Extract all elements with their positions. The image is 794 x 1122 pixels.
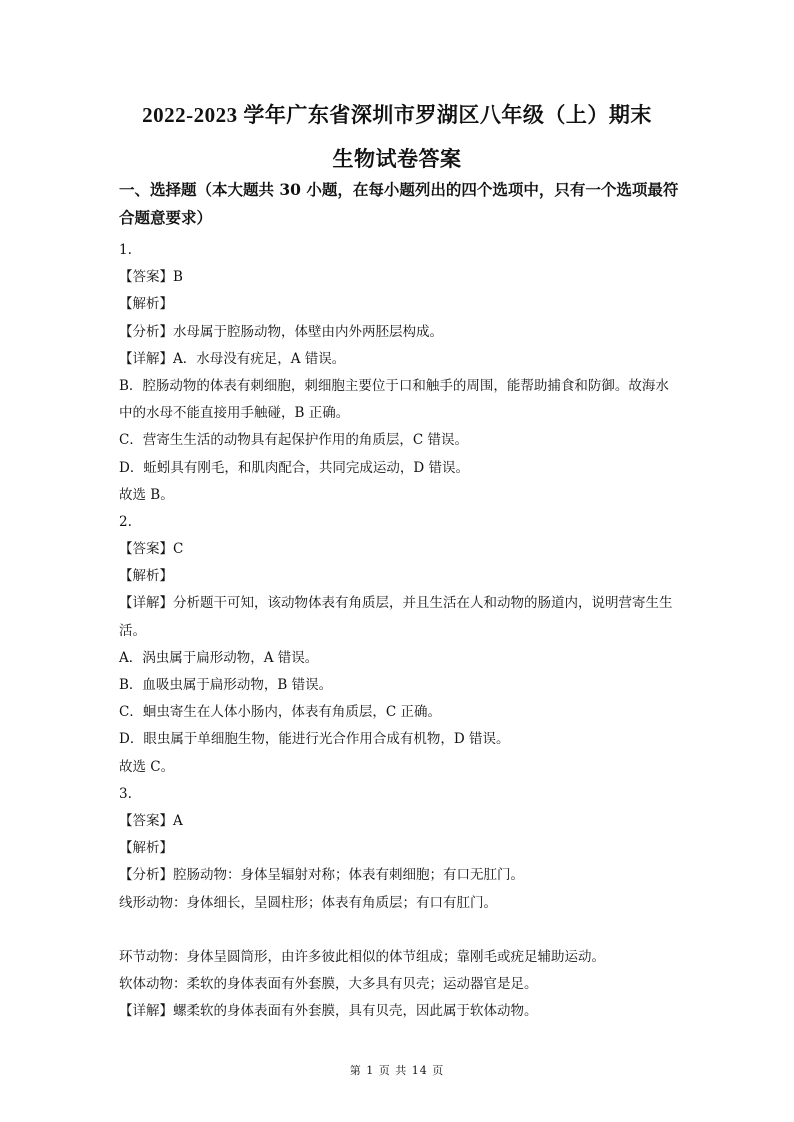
question-number: 3. — [119, 785, 132, 802]
answer-body — [119, 237, 679, 1026]
conclusion-line: 故选 C。 — [119, 758, 175, 775]
explanation-line: B．腔肠动物的体表有刺细胞，刺细胞主要位于口和触手的周围，能帮助捕食和防御。故海水中的水母不能直接用手触碰，B 正确。 — [119, 377, 669, 422]
document-title: 2022-2023 学年广东省深圳市罗湖区八年级（上）期末 — [142, 103, 652, 127]
question-number: 1. — [119, 242, 132, 258]
explanation-line: 【分析】腔肠动物：身体呈辐射对称；体表有刺细胞；有口无肛门。 — [119, 867, 524, 884]
analysis-label: 【解析】 — [119, 840, 173, 857]
explanation-line: A．涡虫属于扁形动物，A 错误。 — [119, 649, 319, 666]
explanation-line: C．营寄生生活的动物具有起保护作用的角质层，C 错误。 — [119, 432, 468, 449]
conclusion-line: 故选 B。 — [119, 486, 174, 503]
answer-line: 【答案】B — [119, 269, 183, 286]
answer-line: 【答案】C — [119, 541, 184, 558]
explanation-line: C．蛔虫寄生在人体小肠内，体表有角质层，C 正确。 — [119, 704, 441, 721]
explanation-line: 【详解】螺柔软的身体表面有外套膜，具有贝壳，因此属于软体动物。 — [119, 1003, 538, 1020]
explanation-line: 【详解】A．水母没有疣足，A 错误。 — [119, 350, 346, 367]
analysis-label: 【解析】 — [119, 568, 173, 585]
blank-line — [119, 917, 679, 944]
explanation-line: 【分析】水母属于腔肠动物，体壁由内外两胚层构成。 — [119, 323, 443, 340]
explanation-line: D．蚯蚓具有刚毛，和肌肉配合，共同完成运动，D 错误。 — [119, 459, 469, 476]
explanation-line: 环节动物：身体呈圆筒形，由许多彼此相似的体节组成；靠刚毛或疣足辅助运动。 — [119, 948, 605, 965]
explanation-line: 软体动物：柔软的身体表面有外套膜，大多具有贝壳；运动器官是足。 — [119, 976, 538, 993]
answer-line: 【答案】A — [119, 813, 183, 829]
document-subtitle: 生物试卷答案 — [332, 147, 462, 171]
explanation-line: 线形动物：身体细长，呈圆柱形；体表有角质层；有口有肛门。 — [119, 894, 497, 911]
explanation-line: 【详解】分析题干可知，该动物体表有角质层，并且生活在人和动物的肠道内，说明营寄生生活。 — [119, 595, 673, 639]
page-footer: 第 1 页 共 14 页 — [349, 1064, 445, 1077]
explanation-line: B．血吸虫属于扁形动物，B 错误。 — [119, 677, 333, 694]
question-number: 2. — [119, 513, 132, 530]
explanation-line: D．眼虫属于单细胞生物，能进行光合作用合成有机物，D 错误。 — [119, 731, 510, 748]
section-heading: 一、选择题（本大题共 30 小题，在每小题列出的四个选项中，只有一个选项最符合题意要求） — [119, 180, 679, 227]
analysis-label: 【解析】 — [119, 296, 173, 313]
